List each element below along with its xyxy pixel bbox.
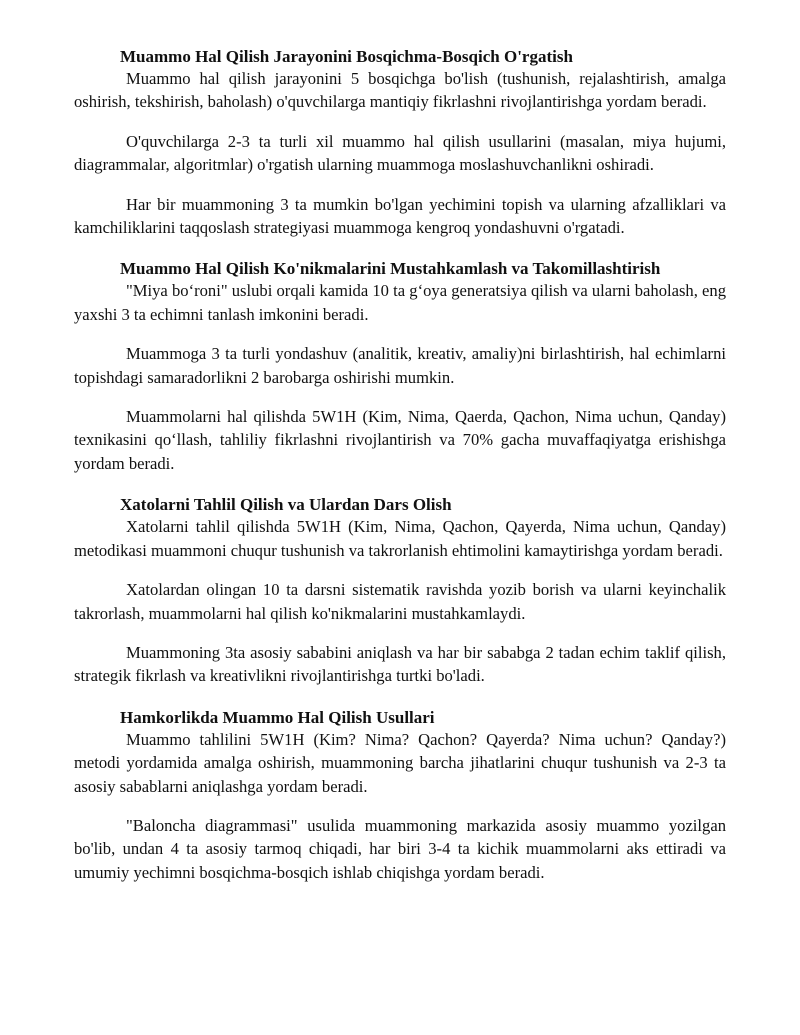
section-collaborative-methods — [74, 707, 726, 884]
paragraph: Muammo tahlilini 5W1H (Kim? Nima? Qachon? Qayerda? Nima uchun? Qanday?) metodi yordamida amalga oshirish, muammoning barcha jihatlarini chuqur tushunish va 2-3 ta asosiy sabablarni aniqlashga yordam beradi. — [74, 729, 726, 796]
section-heading: Muammo Hal Qilish Jarayonini Bosqichma-Bosqich O'rgatish — [120, 47, 573, 66]
section-skill-strengthening — [74, 258, 726, 475]
paragraph: Xatolarni tahlil qilishda 5W1H (Kim, Nima, Qachon, Qayerda, Nima uchun, Qanday) metodikasi muammoni chuqur tushunish va takrorlanish ehtimolini kamaytirishga yordam beradi. — [74, 517, 726, 560]
section-heading: Muammo Hal Qilish Ko'nikmalarini Mustahkamlash va Takomillashtirish — [120, 259, 661, 279]
paragraph: Muammo hal qilish jarayonini 5 bosqichga bo'lish (tushunish, rejalashtirish, amalga oshirish, tekshirish, baholash) o'quvchilarga mantiqiy fikrlashni rivojlantirishga yordam beradi. — [74, 69, 726, 112]
paragraph: Xatolardan olingan 10 ta darsni sistematik ravishda yozib borish va ularni keyinchalik takrorlash, muammolarni hal qilish ko'nikmalarini mustahkamlaydi. — [74, 580, 726, 623]
section-error-analysis — [74, 494, 726, 687]
paragraph: Muammolarni hal qilishda 5W1H (Kim, Nima, Qaerda, Qachon, Nima uchun, Qanday) texnikasini qo‘llash, tahliliy fikrlashni rivojlantirish va 70% gacha muvaffaqiyatga erishishga yordam beradi. — [74, 407, 726, 473]
paragraph: "Miya bo‘roni" uslubi orqali kamida 10 ta g‘oya generatsiya qilish va ularni baholash, eng yaxshi 3 ta echimni tanlash imkonini beradi. — [74, 281, 726, 324]
paragraph: Muammoga 3 ta turli yondashuv (analitik, kreativ, amaliy)ni birlashtirish, hal echimlarni topishdagi samaradorlikni 2 barobarga oshirishi mumkin. — [74, 344, 726, 387]
section-heading: Hamkorlikda Muammo Hal Qilish Usullari — [120, 707, 435, 727]
paragraph: O'quvchilarga 2-3 ta turli xil muammo hal qilish usullarini (masalan, miya hujumi, diagrammalar, algoritmlar) o'rgatish ularning muammoga moslashuvchanlikni oshiradi. — [74, 131, 726, 175]
paragraph: "Baloncha diagrammasi" usulida muammoning markazida asosiy muammo yozilgan bo'lib, undan 4 ta asosiy tarmoq chiqadi, har biri 3-4 ta kichik muammolarni aks ettiradi va umumiy yechimni bosqichma-bosqich ishlab chiqishga yordam beradi. — [74, 815, 726, 882]
section-heading: Xatolarni Tahlil Qilish va Ulardan Dars Olish — [120, 495, 452, 515]
paragraph: Har bir muammoning 3 ta mumkin bo'lgan yechimini topish va ularning afzalliklari va kamchiliklarini taqqoslash strategiyasi muammoga kengroq yondashuvni o'rgatadi. — [74, 194, 726, 238]
section-stepwise-teaching — [74, 46, 726, 239]
paragraph: Muammoning 3ta asosiy sababini aniqlash va har bir sababga 2 tadan echim taklif qilish, strategik fikrlash va kreativlikni rivojlantirishga turtki bo'ladi. — [74, 642, 726, 686]
